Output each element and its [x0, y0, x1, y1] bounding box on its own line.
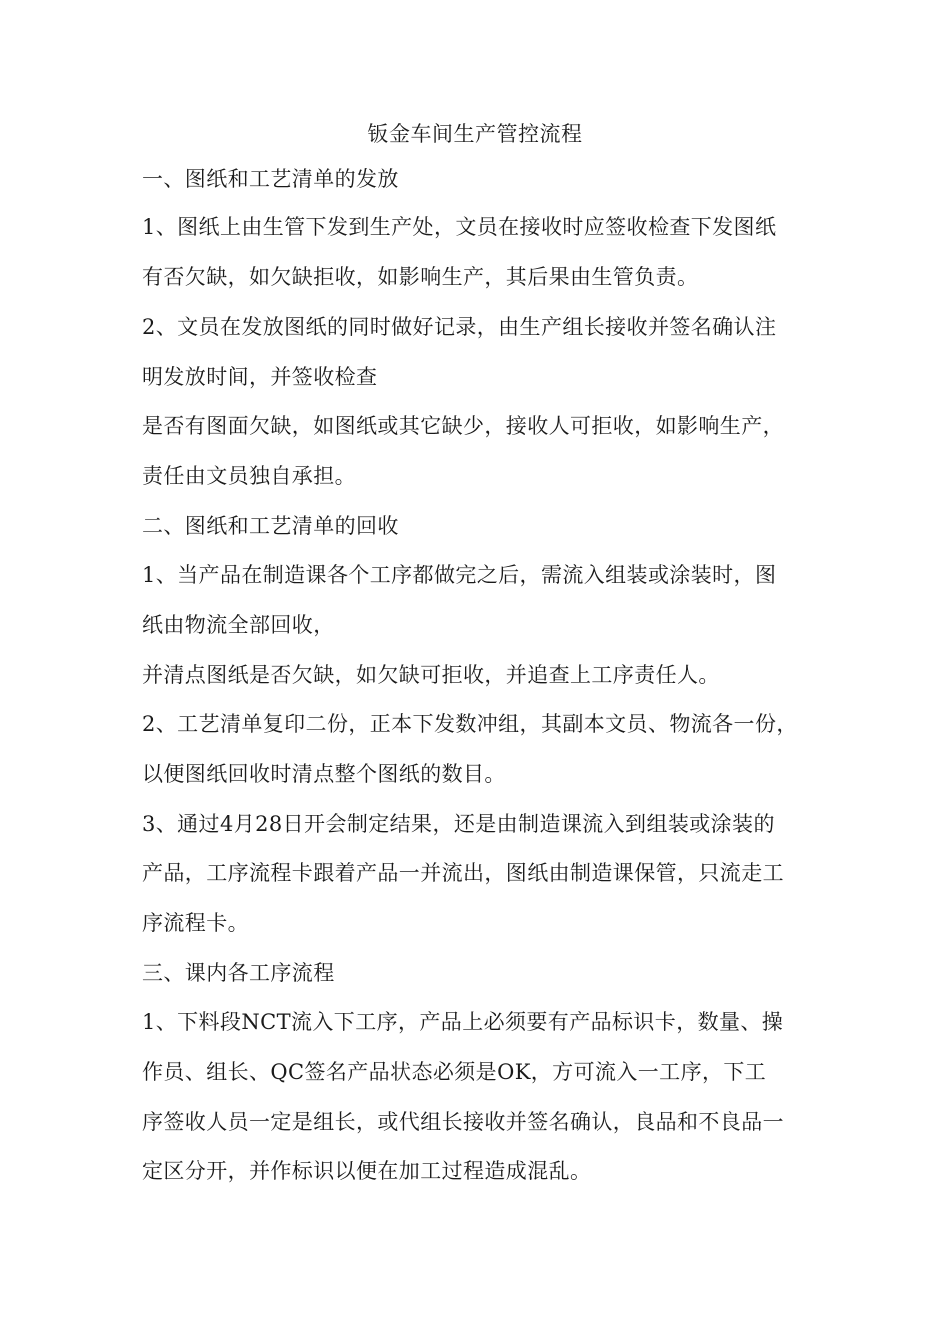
- paragraph-line: 有否欠缺，如欠缺拒收，如影响生产，其后果由生管负责。: [142, 265, 699, 289]
- paragraph-line: 2、工艺清单复印二份，正本下发数冲组，其副本文员、物流各一份，: [142, 712, 798, 736]
- paragraph-line: 序流程卡。: [142, 911, 249, 935]
- paragraph-line: 1、图纸上由生管下发到生产处，文员在接收时应签收检查下发图纸: [142, 215, 777, 239]
- paragraph-line: 责任由文员独自承担。: [142, 464, 356, 488]
- document-title: 钣金车间生产管控流程: [367, 122, 583, 146]
- paragraph-line: 定区分开，并作标识以便在加工过程造成混乱。: [142, 1159, 592, 1183]
- paragraph-line: 产品，工序流程卡跟着产品一并流出，图纸由制造课保管，只流走工: [142, 861, 784, 885]
- paragraph-line: 1、当产品在制造课各个工序都做完之后，需流入组装或涂装时，图: [142, 563, 777, 587]
- section-heading-2: 二、图纸和工艺清单的回收: [142, 514, 399, 538]
- paragraph-line: 序签收人员一定是组长，或代组长接收并签名确认，良品和不良品一: [142, 1110, 784, 1134]
- paragraph-line: 作员、组长、QC签名产品状态必须是OK，方可流入一工序，下工: [142, 1060, 767, 1084]
- paragraph-line: 纸由物流全部回收，: [142, 613, 335, 637]
- paragraph-line: 2、文员在发放图纸的同时做好记录，由生产组长接收并签名确认注: [142, 315, 777, 339]
- section-heading-1: 一、图纸和工艺清单的发放: [142, 167, 399, 191]
- paragraph-line: 并清点图纸是否欠缺，如欠缺可拒收，并追查上工序责任人。: [142, 663, 720, 687]
- paragraph-line: 3、通过4月28日开会制定结果，还是由制造课流入到组装或涂装的: [142, 812, 775, 836]
- paragraph-line: 以便图纸回收时清点整个图纸的数目。: [142, 762, 506, 786]
- paragraph-line: 明发放时间，并签收检查: [142, 365, 378, 389]
- section-heading-3: 三、课内各工序流程: [142, 961, 335, 985]
- paragraph-line: 是否有图面欠缺，如图纸或其它缺少，接收人可拒收，如影响生产，: [142, 414, 784, 438]
- paragraph-line: 1、下料段NCT流入下工序，产品上必须要有产品标识卡，数量、操: [142, 1010, 784, 1034]
